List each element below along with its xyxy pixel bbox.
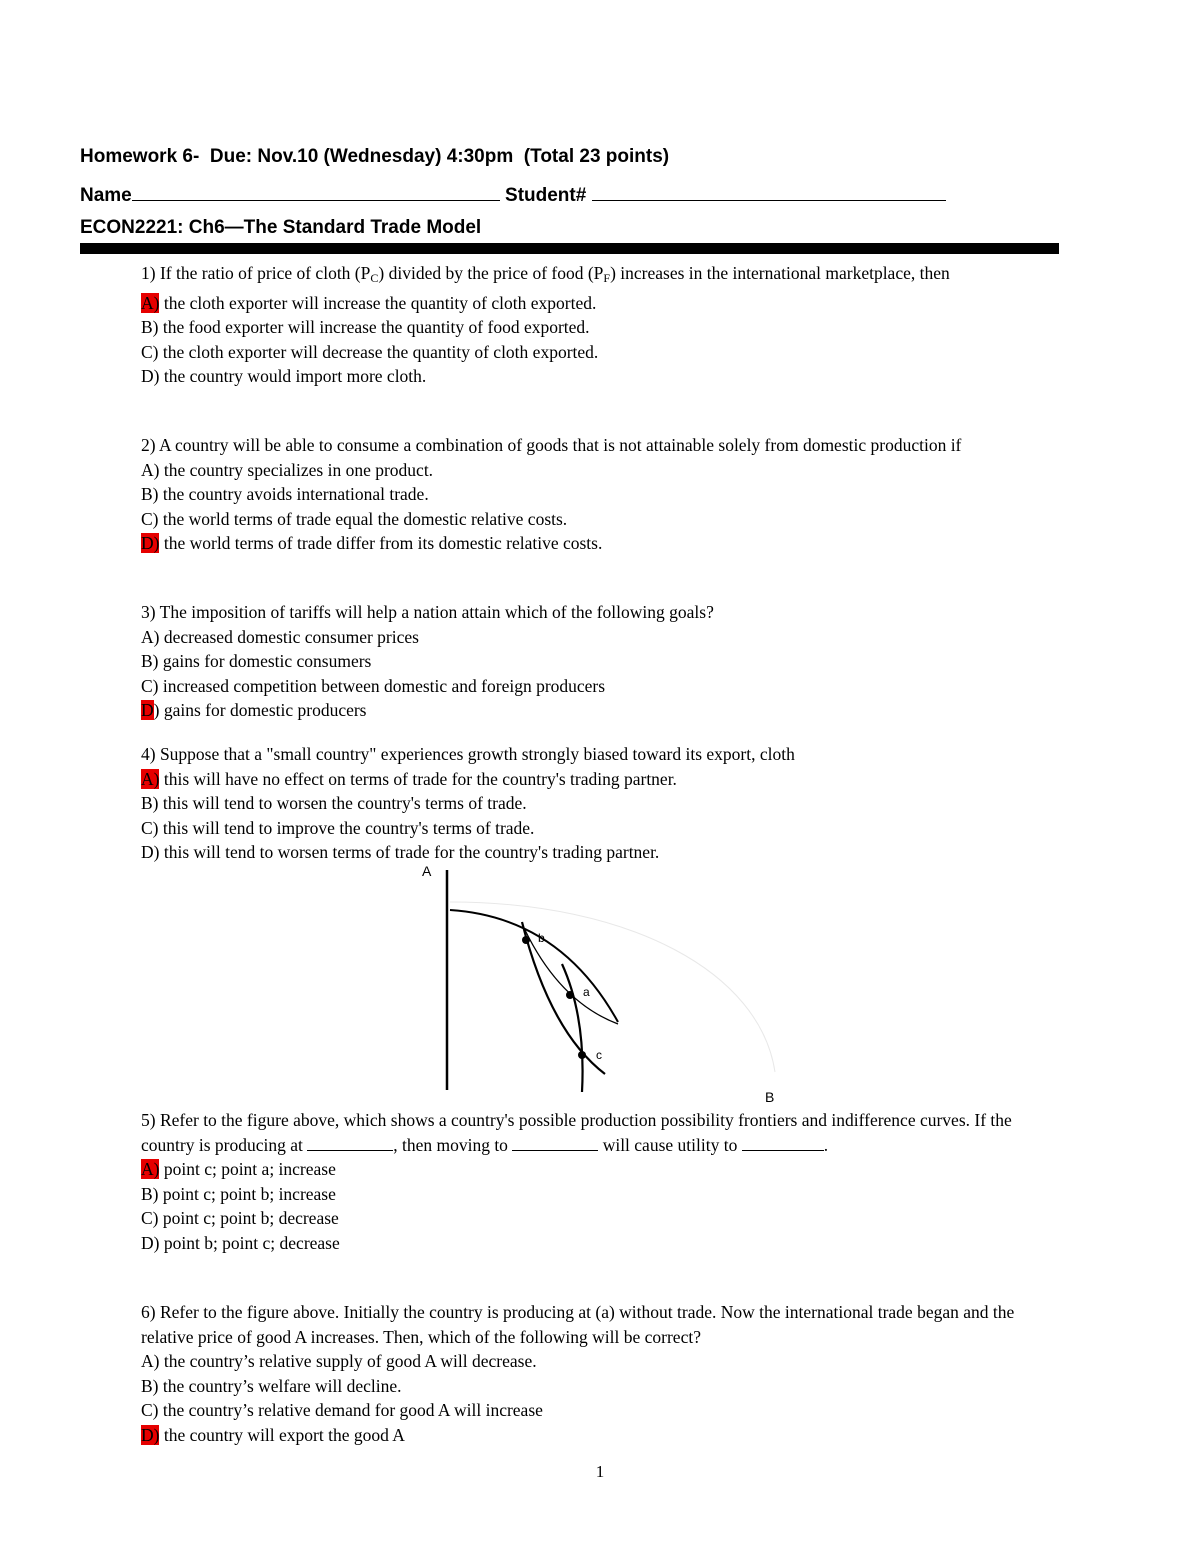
option-d: D) the country would import more cloth. bbox=[141, 366, 427, 387]
question-stem: 1) If the ratio of price of cloth $(P_C)$ divided by the price of food $(P_F)$ increases in the international marketplace, then bbox=[141, 263, 950, 285]
option-a: A) decreased domestic consumer prices bbox=[141, 626, 419, 647]
answer-highlight: A) bbox=[141, 768, 160, 789]
name-field bbox=[132, 182, 500, 201]
blank-1 bbox=[307, 1136, 393, 1151]
student-number-label: Student# bbox=[505, 185, 587, 206]
option-c: C) this will tend to improve the country's terms of trade. bbox=[141, 817, 535, 838]
option-d: D) the country will export the good A bbox=[141, 1424, 405, 1445]
option-d: D) this will tend to worsen terms of trade for the country's trading partner. bbox=[141, 842, 660, 863]
question-6 bbox=[141, 1300, 1056, 1448]
option-b: B) gains for domestic consumers bbox=[141, 651, 372, 672]
faint-curve bbox=[450, 902, 775, 1072]
heading-rule bbox=[80, 243, 1059, 254]
option-d: D) point b; point c; decrease bbox=[141, 1232, 340, 1253]
question-4 bbox=[141, 742, 1056, 865]
question-2 bbox=[141, 433, 1056, 556]
option-c: C) the cloth exporter will decrease the quantity of cloth exported. bbox=[141, 341, 599, 362]
question-3 bbox=[141, 600, 1056, 723]
point-c bbox=[578, 1051, 586, 1059]
option-a: A) the country’s relative supply of good A will decrease. bbox=[141, 1351, 537, 1372]
course-heading: ECON2221: Ch6—The Standard Trade Model bbox=[80, 217, 482, 238]
ppf-indifference-figure bbox=[410, 862, 790, 1112]
page-number: 1 bbox=[595, 1462, 605, 1481]
answer-highlight: A) bbox=[141, 1159, 160, 1180]
blank-2 bbox=[512, 1136, 598, 1151]
name-label: Name bbox=[80, 185, 132, 206]
option-c: C) point c; point b; decrease bbox=[141, 1208, 339, 1229]
point-c-label: c bbox=[596, 1048, 602, 1062]
ppf-curve bbox=[450, 910, 618, 1022]
option-c: C) the country’s relative demand for good A will increase bbox=[141, 1400, 543, 1421]
name-line bbox=[80, 182, 946, 207]
homework-title: Homework 6- Due: Nov.10 (Wednesday) 4:30pm (Total 23 points) bbox=[80, 146, 670, 167]
point-b bbox=[522, 936, 530, 944]
question-stem: 2) A country will be able to consume a combination of goods that is not attainable solely from domestic production if bbox=[141, 435, 962, 455]
answer-highlight: D) bbox=[141, 533, 160, 554]
student-number-field bbox=[592, 182, 946, 201]
option-a: A) this will have no effect on terms of trade for the country's trading partner. bbox=[141, 768, 677, 789]
option-c: C) increased competition between domestic and foreign producers bbox=[141, 675, 606, 696]
option-a: A) the cloth exporter will increase the quantity of cloth exported. bbox=[141, 292, 597, 313]
answer-highlight: A) bbox=[141, 292, 160, 313]
option-c: C) the world terms of trade equal the domestic relative costs. bbox=[141, 508, 568, 529]
question-5 bbox=[141, 1108, 1056, 1256]
question-stem: 5) Refer to the figure above, which shows a country's possible production possibility frontiers and indifference curves. If the country is producing at , then moving to will cause utility to . bbox=[141, 1110, 1012, 1155]
question-1 bbox=[141, 261, 1056, 389]
blank-3 bbox=[742, 1136, 824, 1151]
point-a bbox=[566, 991, 574, 999]
option-a: A) the country specializes in one product. bbox=[141, 459, 434, 480]
option-d: D) gains for domestic producers bbox=[141, 700, 367, 721]
question-stem: 4) Suppose that a "small country" experiences growth strongly biased toward its export, cloth bbox=[141, 744, 795, 764]
answer-highlight: D bbox=[141, 700, 154, 721]
y-axis-label: A bbox=[422, 863, 432, 879]
option-d: D) the world terms of trade differ from its domestic relative costs. bbox=[141, 533, 603, 554]
point-a-label: a bbox=[583, 985, 590, 999]
point-b-label: b bbox=[538, 931, 545, 945]
answer-highlight: D) bbox=[141, 1424, 160, 1445]
option-b: B) the country’s welfare will decline. bbox=[141, 1375, 402, 1396]
question-stem: 3) The imposition of tariffs will help a nation attain which of the following goals? bbox=[141, 602, 714, 622]
option-b: B) the country avoids international trade. bbox=[141, 484, 429, 505]
x-axis-label: B bbox=[765, 1089, 775, 1105]
option-b: B) point c; point b; increase bbox=[141, 1183, 336, 1204]
option-b: B) this will tend to worsen the country's terms of trade. bbox=[141, 793, 527, 814]
question-stem: 6) Refer to the figure above. Initially the country is producing at (a) without trade. Now the international trade began and the relative price of good A increases. Then, which of the following will be correct? bbox=[141, 1302, 1015, 1347]
option-a: A) point c; point a; increase bbox=[141, 1159, 336, 1180]
option-b: B) the food exporter will increase the quantity of food exported. bbox=[141, 317, 590, 338]
indifference-curve-lower bbox=[522, 922, 605, 1074]
